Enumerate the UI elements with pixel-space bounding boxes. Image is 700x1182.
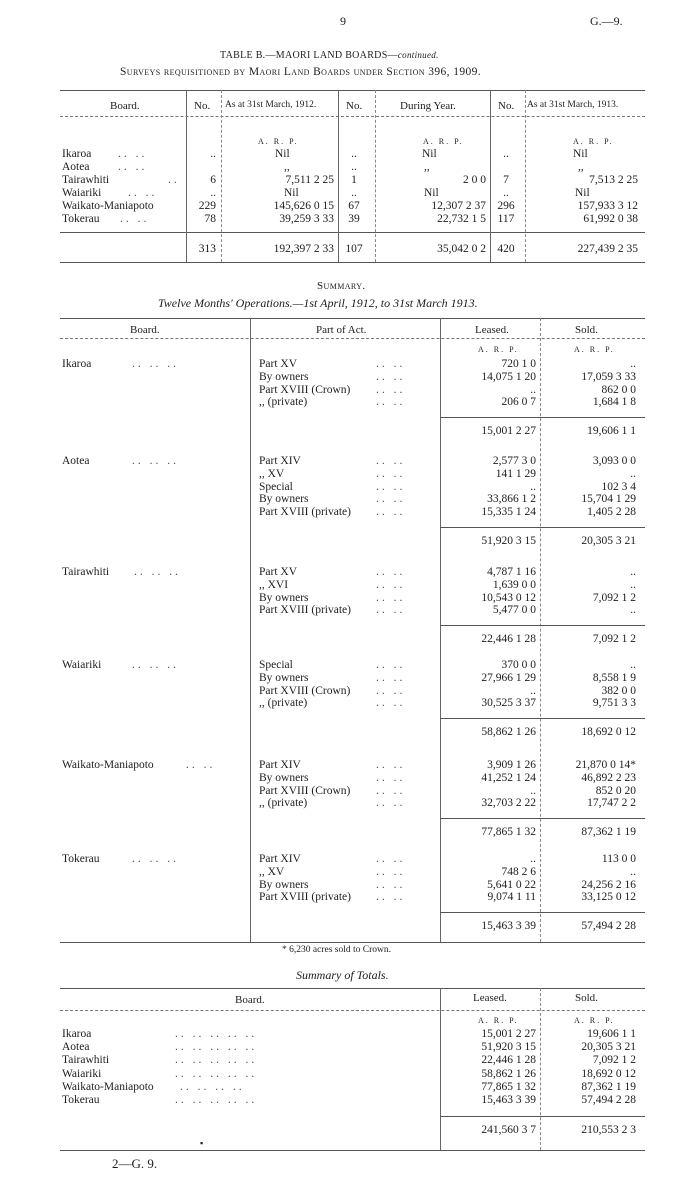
- leader-dots: .. .. ..: [132, 853, 179, 865]
- sold-value: 3,093 0 0: [592, 455, 636, 467]
- board-name: Tokerau: [62, 213, 100, 225]
- sold-value: 7,092 1 2: [592, 591, 636, 604]
- leader-dots: .. .. .. .. ..: [175, 1028, 258, 1040]
- sold-value: 1,684 1 8: [592, 396, 636, 409]
- part-of-act: Part XIV: [259, 759, 301, 771]
- summary-title: Summary.: [317, 280, 366, 292]
- col-no-1912: No.: [194, 100, 211, 112]
- part-of-act: ,, (private): [259, 396, 308, 409]
- sold-value: 24,256 2 16: [581, 878, 636, 891]
- board-name: Ikaroa: [62, 358, 92, 370]
- board-name: Waikato-Maniapoto: [62, 200, 154, 212]
- subtotal-sold: 87,362 1 19: [581, 826, 636, 838]
- sold-value: 1,405 2 28: [587, 506, 636, 519]
- area-1912: 145,626 0 15: [273, 200, 334, 212]
- sold-value: 15,704 1 29: [581, 493, 636, 506]
- area-year: 2 0 0: [463, 174, 486, 186]
- leader-dots: .. ..: [376, 506, 406, 519]
- board-name: Tairawhiti: [62, 174, 110, 186]
- col-leased: Leased.: [475, 324, 509, 336]
- leader-dots: .. ..: [376, 493, 406, 506]
- leased-value: 15,463 3 39: [481, 1094, 536, 1106]
- no-1913: 117: [497, 213, 515, 225]
- total-area-1913: 227,439 2 35: [577, 243, 638, 255]
- area-1913: 7,513 2 25: [589, 174, 638, 186]
- col-board: Board.: [235, 994, 265, 1006]
- no-year: ..: [351, 187, 357, 199]
- leader-dots: .. .. .. .. ..: [175, 1054, 258, 1067]
- leased-value: ..: [530, 480, 536, 493]
- board-name: Tairawhiti: [62, 566, 110, 578]
- area-year: ,,: [424, 161, 430, 173]
- no-1913: ..: [503, 187, 509, 199]
- part-of-act: ,, XVI: [259, 578, 289, 591]
- leader-dots: .. ..: [118, 148, 148, 160]
- part-of-act: Part XV: [259, 566, 298, 578]
- area-1912: 7,511 2 25: [285, 174, 334, 186]
- part-of-act: Special: [259, 659, 293, 671]
- sold-value: 21,870 0 14*: [575, 759, 636, 771]
- summary-subtitle: Twelve Months' Operations.—1st April, 1912, to 31st March 1913.: [158, 296, 478, 310]
- no-1912: ..: [210, 148, 216, 160]
- leader-dots: .. .. .. ..: [180, 1080, 245, 1093]
- leader-dots: .. ..: [376, 771, 406, 784]
- leased-value: 1,639 0 0: [492, 578, 536, 591]
- subtotal-sold: 57,494 2 28: [581, 920, 636, 932]
- leader-dots: .. ..: [186, 759, 216, 771]
- subtotal-sold: 18,692 0 12: [581, 726, 636, 738]
- area-1912: ,,: [284, 161, 290, 173]
- sold-value: 382 0 0: [601, 684, 636, 697]
- no-year: ..: [351, 148, 357, 160]
- part-of-act: Part XVIII (private): [259, 891, 351, 904]
- footnote: * 6,230 acres sold to Crown.: [282, 945, 391, 955]
- leader-dots: .. ..: [376, 671, 406, 684]
- leader-dots: .. ..: [376, 383, 406, 396]
- totals-title: Summary of Totals.: [296, 968, 389, 982]
- sold-value: 8,558 1 9: [592, 671, 636, 684]
- no-year: 1: [351, 174, 357, 186]
- sold-value: 87,362 1 19: [581, 1080, 636, 1093]
- table-title: [220, 50, 439, 61]
- sold-value: 852 0 20: [595, 784, 636, 797]
- col-as-at-1912: As at 31st March, 1912.: [225, 100, 317, 110]
- part-of-act: Part XIV: [259, 853, 301, 865]
- leader-dots: .. ..: [376, 480, 406, 493]
- leader-dots: .. ..: [376, 797, 406, 810]
- area-year: Nil: [424, 187, 439, 199]
- leader-dots: ..: [168, 174, 180, 186]
- board-name: Aotea: [62, 161, 90, 173]
- part-of-act: By owners: [259, 878, 309, 891]
- sold-value: 18,692 0 12: [581, 1067, 636, 1080]
- leased-value: 748 2 6: [501, 865, 536, 878]
- leased-value: 15,335 1 24: [481, 506, 536, 519]
- leader-dots: .. .. ..: [134, 566, 181, 578]
- area-1913: 157,933 3 12: [577, 200, 638, 212]
- sold-value: 7,092 1 2: [592, 1054, 636, 1067]
- leader-dots: .. ..: [120, 213, 150, 225]
- subtotal-rule: [440, 417, 645, 418]
- part-of-act: By owners: [259, 591, 309, 604]
- board-name: Waiariki: [62, 187, 102, 199]
- part-of-act: By owners: [259, 771, 309, 784]
- part-of-act: By owners: [259, 493, 309, 506]
- leased-value: 4,787 1 16: [487, 566, 536, 578]
- board-name: Tokerau: [62, 1094, 100, 1106]
- sold-value: ..: [630, 358, 636, 370]
- leader-dots: .. ..: [376, 578, 406, 591]
- board-name: Aotea: [62, 455, 90, 467]
- leader-dots: .. ..: [376, 455, 406, 467]
- sold-value: 17,059 3 33: [581, 370, 636, 383]
- leader-dots: .. ..: [376, 591, 406, 604]
- leased-value: 3,909 1 26: [487, 759, 536, 771]
- grand-total-sold: 210,553 2 3: [581, 1124, 636, 1136]
- subtotal-leased: 15,001 2 27: [481, 425, 536, 437]
- leader-dots: .. ..: [376, 358, 406, 370]
- col-during-year: During Year.: [400, 100, 456, 112]
- leader-dots: .. ..: [376, 878, 406, 891]
- leader-dots: .. ..: [118, 161, 148, 173]
- leader-dots: .. ..: [376, 684, 406, 697]
- no-year: 39: [348, 213, 360, 225]
- part-of-act: Part XVIII (Crown): [259, 684, 351, 697]
- sold-value: 862 0 0: [601, 383, 636, 396]
- leased-value: 141 1 29: [495, 467, 536, 480]
- leader-dots: .. ..: [376, 659, 406, 671]
- subtotal-leased: 15,463 3 39: [481, 920, 536, 932]
- subtotal-rule: [440, 818, 645, 819]
- sold-value: 17,747 2 2: [587, 797, 636, 810]
- leased-value: 206 0 7: [501, 396, 536, 409]
- part-of-act: ,, (private): [259, 697, 308, 710]
- sold-value: ..: [630, 659, 636, 671]
- area-1912: 39,259 3 33: [279, 213, 334, 225]
- page-code: G.—9.: [590, 14, 623, 28]
- area-1913: ,,: [578, 161, 584, 173]
- part-of-act: Part XVIII (Crown): [259, 784, 351, 797]
- arp-1913: A. R. P.: [573, 137, 614, 146]
- leased-value: 32,703 2 22: [481, 797, 536, 810]
- sold-value: 20,305 3 21: [581, 1041, 636, 1054]
- subtotal-sold: 19,606 1 1: [587, 425, 636, 437]
- col-no-year: No.: [346, 100, 363, 112]
- leader-dots: .. ..: [376, 396, 406, 409]
- leased-value: 22,446 1 28: [481, 1054, 536, 1067]
- area-year: 12,307 2 37: [431, 200, 486, 212]
- no-1912: 6: [210, 174, 216, 186]
- arp-leased: A. R. P.: [478, 345, 519, 354]
- subtotal-leased: 58,862 1 26: [481, 726, 536, 738]
- sold-value: 113 0 0: [601, 853, 636, 865]
- table-subtitle: Surveys requisitioned by Maori Land Boards under Section 396, 1909.: [120, 66, 482, 78]
- leader-dots: .. ..: [376, 759, 406, 771]
- no-1912: ..: [210, 187, 216, 199]
- sold-value: ..: [630, 578, 636, 591]
- leased-value: 2,577 3 0: [492, 455, 536, 467]
- sold-value: ..: [630, 467, 636, 480]
- arp-1912: A. R. P.: [258, 137, 299, 146]
- leader-dots: .. ..: [376, 865, 406, 878]
- col-board: Board.: [130, 324, 160, 336]
- part-of-act: Part XVIII (private): [259, 604, 351, 617]
- leader-dots: .. .. ..: [132, 659, 179, 671]
- leased-value: 9,074 1 11: [487, 891, 536, 904]
- arp-leased: A. R. P.: [478, 1016, 519, 1025]
- board-name: Waikato-Maniapoto: [62, 1080, 154, 1093]
- no-1913: 296: [497, 200, 515, 212]
- leased-value: 10,543 0 12: [481, 591, 536, 604]
- leased-value: ..: [530, 383, 536, 396]
- leader-dots: .. ..: [376, 697, 406, 710]
- leader-dots: .. ..: [128, 187, 158, 199]
- leased-value: ..: [530, 784, 536, 797]
- board-name: Waiariki: [62, 1067, 102, 1080]
- board-name: Aotea: [62, 1041, 90, 1054]
- page-number: 9: [340, 14, 346, 28]
- no-1913: 7: [503, 174, 509, 186]
- leader-dots: .. ..: [376, 784, 406, 797]
- total-no-1913: 420: [497, 243, 515, 255]
- col-board: Board.: [110, 100, 140, 112]
- leader-dots: .. .. .. .. ..: [175, 1041, 258, 1054]
- no-1912: 78: [204, 213, 216, 225]
- part-of-act: ,, (private): [259, 797, 308, 810]
- subtotal-leased: 77,865 1 32: [481, 826, 536, 838]
- leader-dots: .. .. .. .. ..: [175, 1067, 258, 1080]
- leased-value: ..: [530, 684, 536, 697]
- board-name: Ikaroa: [62, 148, 92, 160]
- area-1913: Nil: [573, 148, 588, 160]
- part-of-act: Part XVIII (Crown): [259, 383, 351, 396]
- leased-value: ..: [530, 853, 536, 865]
- subtotal-rule: [440, 718, 645, 719]
- stray-mark: ▪: [200, 1138, 204, 1148]
- subtotal-rule: [440, 912, 645, 913]
- part-of-act: ,, XV: [259, 467, 285, 480]
- total-area-year: 35,042 0 2: [437, 243, 486, 255]
- leased-value: 15,001 2 27: [481, 1028, 536, 1040]
- leader-dots: .. ..: [376, 853, 406, 865]
- leased-value: 5,477 0 0: [492, 604, 536, 617]
- area-1912: Nil: [284, 187, 299, 199]
- subtotal-rule: [440, 527, 645, 528]
- arp-sold: A. R. P.: [574, 345, 615, 354]
- table-title-text: TABLE B.—MAORI LAND BOARDS—: [220, 50, 398, 61]
- table-title-suffix: continued.: [397, 50, 439, 60]
- part-of-act: Part XIV: [259, 455, 301, 467]
- subtotal-leased: 22,446 1 28: [481, 633, 536, 645]
- no-year: ..: [351, 161, 357, 173]
- sold-value: 46,892 2 23: [581, 771, 636, 784]
- leased-value: 720 1 0: [501, 358, 536, 370]
- board-name: Waikato-Maniapoto: [62, 759, 154, 771]
- leader-dots: .. ..: [376, 566, 406, 578]
- sold-value: 33,125 0 12: [581, 891, 636, 904]
- sold-value: 19,606 1 1: [587, 1028, 636, 1040]
- part-of-act: Special: [259, 480, 293, 493]
- subtotal-sold: 7,092 1 2: [592, 633, 636, 645]
- footer-signature: 2—G. 9.: [112, 1156, 158, 1171]
- area-1912: Nil: [275, 148, 290, 160]
- col-leased: Leased.: [473, 992, 507, 1004]
- arp-sold: A. R. P.: [574, 1016, 615, 1025]
- part-of-act: Part XVIII (private): [259, 506, 351, 519]
- arp-year: A. R. P.: [423, 137, 464, 146]
- subtotal-leased: 51,920 3 15: [481, 535, 536, 547]
- sold-value: ..: [630, 604, 636, 617]
- board-name: Tairawhiti: [62, 1054, 110, 1067]
- sold-value: ..: [630, 865, 636, 878]
- leased-value: 14,075 1 20: [481, 370, 536, 383]
- subtotal-rule: [440, 625, 645, 626]
- total-area-1912: 192,397 2 33: [273, 243, 334, 255]
- part-of-act: ,, XV: [259, 865, 285, 878]
- leased-value: 33,866 1 2: [487, 493, 536, 506]
- board-name: Ikaroa: [62, 1028, 92, 1040]
- leased-value: 77,865 1 32: [481, 1080, 536, 1093]
- leader-dots: .. .. .. .. ..: [175, 1094, 258, 1106]
- board-name: Waiariki: [62, 659, 102, 671]
- area-1913: 61,992 0 38: [583, 213, 638, 225]
- no-year: 67: [348, 200, 360, 212]
- col-part-of-act: Part of Act.: [316, 324, 367, 336]
- col-sold: Sold.: [575, 324, 598, 336]
- sold-value: 102 3 4: [601, 480, 636, 493]
- total-no-1912: 313: [198, 243, 216, 255]
- leased-value: 41,252 1 24: [481, 771, 536, 784]
- grand-total-leased: 241,560 3 7: [481, 1124, 536, 1136]
- leader-dots: .. .. ..: [132, 455, 179, 467]
- sold-value: 57,494 2 28: [581, 1094, 636, 1106]
- leader-dots: .. ..: [376, 370, 406, 383]
- leader-dots: .. .. ..: [132, 358, 179, 370]
- leased-value: 58,862 1 26: [481, 1067, 536, 1080]
- leader-dots: .. ..: [376, 891, 406, 904]
- no-1913: ..: [503, 148, 509, 160]
- area-year: 22,732 1 5: [437, 213, 486, 225]
- leased-value: 370 0 0: [501, 659, 536, 671]
- col-no-1913: No.: [498, 100, 515, 112]
- sold-value: 9,751 3 3: [592, 697, 636, 710]
- part-of-act: Part XV: [259, 358, 298, 370]
- part-of-act: By owners: [259, 671, 309, 684]
- leader-dots: .. ..: [376, 467, 406, 480]
- part-of-act: By owners: [259, 370, 309, 383]
- board-name: Tokerau: [62, 853, 100, 865]
- total-no-year: 107: [345, 243, 363, 255]
- col-sold: Sold.: [575, 992, 598, 1004]
- area-year: Nil: [422, 148, 437, 160]
- col-as-at-1913: As at 31st March, 1913.: [527, 100, 619, 110]
- leased-value: 51,920 3 15: [481, 1041, 536, 1054]
- no-1912: 229: [198, 200, 216, 212]
- leased-value: 5,641 0 22: [487, 878, 536, 891]
- area-1913: Nil: [575, 187, 590, 199]
- sold-value: ..: [630, 566, 636, 578]
- leased-value: 27,966 1 29: [481, 671, 536, 684]
- subtotal-sold: 20,305 3 21: [581, 535, 636, 547]
- leased-value: 30,525 3 37: [481, 697, 536, 710]
- leader-dots: .. ..: [376, 604, 406, 617]
